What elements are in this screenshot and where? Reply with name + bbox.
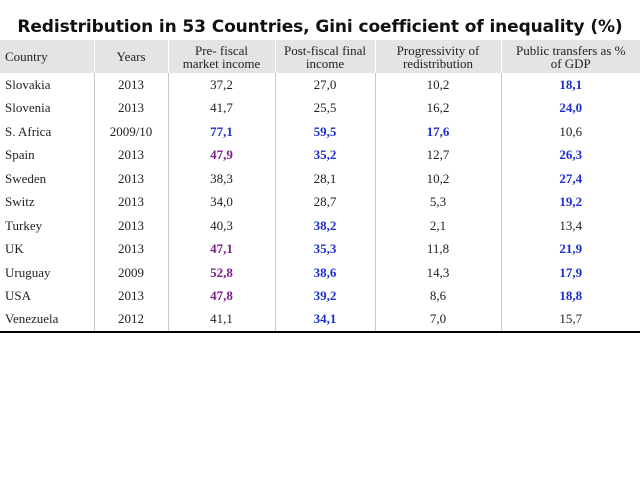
cell-progressivity: 17,6 [375, 120, 501, 144]
header-label: income [305, 55, 345, 71]
cell-public-transfers: 17,9 [559, 264, 583, 280]
header-years [94, 40, 168, 73]
header-label: Public transfers as % [516, 42, 626, 58]
cell-pre-fiscal: 77,1 [168, 120, 275, 144]
table-row [0, 285, 640, 309]
cell-pre-fiscal: 47,9 [168, 144, 275, 168]
cell-post-fiscal: 59,5 [275, 120, 375, 144]
cell-country: Sweden [0, 167, 94, 191]
table-row [0, 261, 640, 285]
table-row [0, 308, 640, 332]
cell-public-transfers: 19,2 [559, 194, 583, 210]
cell-pre-fiscal: 52,8 [168, 261, 275, 285]
cell-pre-fiscal: 38,3 [168, 167, 275, 191]
cell-years: 2013 [94, 73, 168, 97]
cell-public-transfers: 27,4 [559, 170, 583, 186]
table-header-row [0, 40, 640, 73]
page-title: Redistribution in 53 Countries, Gini coefficient of inequality (%) [17, 17, 623, 37]
cell-pre-fiscal: 34,0 [168, 191, 275, 215]
cell-country: USA [0, 285, 94, 309]
cell-years: 2013 [94, 214, 168, 238]
cell-post-fiscal: 39,2 [275, 285, 375, 309]
header-label: Years [116, 49, 146, 64]
cell-progressivity: 10,2 [375, 73, 501, 97]
cell-years: 2009/10 [94, 120, 168, 144]
header-public-transfers [501, 40, 640, 73]
cell-country: Slovakia [0, 73, 94, 97]
cell-public-transfers: 13,4 [559, 217, 583, 233]
cell-post-fiscal: 35,3 [275, 238, 375, 262]
cell-public-transfers: 10,6 [559, 123, 583, 139]
cell-pre-fiscal: 47,1 [168, 238, 275, 262]
table-row [0, 73, 640, 97]
cell-years: 2013 [94, 191, 168, 215]
cell-progressivity: 5,3 [375, 191, 501, 215]
cell-pre-fiscal: 41,7 [168, 97, 275, 121]
table-row [0, 97, 640, 121]
cell-progressivity: 16,2 [375, 97, 501, 121]
header-label: Progressivity of [396, 42, 480, 58]
table-row [0, 191, 640, 215]
cell-progressivity: 8,6 [375, 285, 501, 309]
cell-years: 2012 [94, 308, 168, 332]
table-row [0, 214, 640, 238]
cell-years: 2013 [94, 167, 168, 191]
cell-country: UK [0, 238, 94, 262]
cell-post-fiscal: 38,2 [275, 214, 375, 238]
header-country [0, 40, 94, 73]
cell-post-fiscal: 28,7 [275, 191, 375, 215]
cell-country: Switz [0, 191, 94, 215]
cell-progressivity: 11,8 [375, 238, 501, 262]
table-row [0, 120, 640, 144]
cell-progressivity: 2,1 [375, 214, 501, 238]
cell-country: Uruguay [0, 261, 94, 285]
cell-public-transfers: 21,9 [559, 241, 583, 257]
table-row [0, 238, 640, 262]
cell-pre-fiscal: 37,2 [168, 73, 275, 97]
cell-post-fiscal: 27,0 [275, 73, 375, 97]
header-progressivity [375, 40, 501, 73]
header-label: Country [5, 49, 48, 64]
cell-public-transfers: 24,0 [559, 100, 583, 116]
cell-public-transfers: 18,1 [559, 76, 583, 92]
cell-post-fiscal: 28,1 [275, 167, 375, 191]
header-label: of GDP [550, 55, 591, 71]
cell-country: Slovenia [0, 97, 94, 121]
header-label: market income [182, 55, 261, 71]
cell-post-fiscal: 25,5 [275, 97, 375, 121]
cell-pre-fiscal: 40,3 [168, 214, 275, 238]
header-post-fiscal [275, 40, 375, 73]
cell-country: Venezuela [0, 308, 94, 332]
table-row [0, 144, 640, 168]
cell-post-fiscal: 35,2 [275, 144, 375, 168]
cell-years: 2013 [94, 238, 168, 262]
cell-years: 2009 [94, 261, 168, 285]
cell-progressivity: 7,0 [375, 308, 501, 332]
cell-years: 2013 [94, 285, 168, 309]
cell-years: 2013 [94, 97, 168, 121]
cell-country: Spain [0, 144, 94, 168]
cell-progressivity: 10,2 [375, 167, 501, 191]
cell-progressivity: 14,3 [375, 261, 501, 285]
cell-country: Turkey [0, 214, 94, 238]
cell-progressivity: 12,7 [375, 144, 501, 168]
cell-public-transfers: 15,7 [559, 311, 583, 327]
cell-post-fiscal: 38,6 [275, 261, 375, 285]
header-label: Pre- fiscal [194, 42, 249, 58]
table-row [0, 167, 640, 191]
cell-pre-fiscal: 47,8 [168, 285, 275, 309]
table-body [0, 73, 640, 332]
cell-country: S. Africa [0, 120, 94, 144]
cell-public-transfers: 18,8 [559, 288, 583, 304]
header-pre-fiscal [168, 40, 275, 73]
cell-years: 2013 [94, 144, 168, 168]
header-label: Post-fiscal final [284, 42, 366, 58]
gini-table [0, 40, 640, 333]
header-label: redistribution [402, 55, 474, 71]
cell-pre-fiscal: 41,1 [168, 308, 275, 332]
cell-public-transfers: 26,3 [559, 147, 583, 163]
cell-post-fiscal: 34,1 [275, 308, 375, 332]
